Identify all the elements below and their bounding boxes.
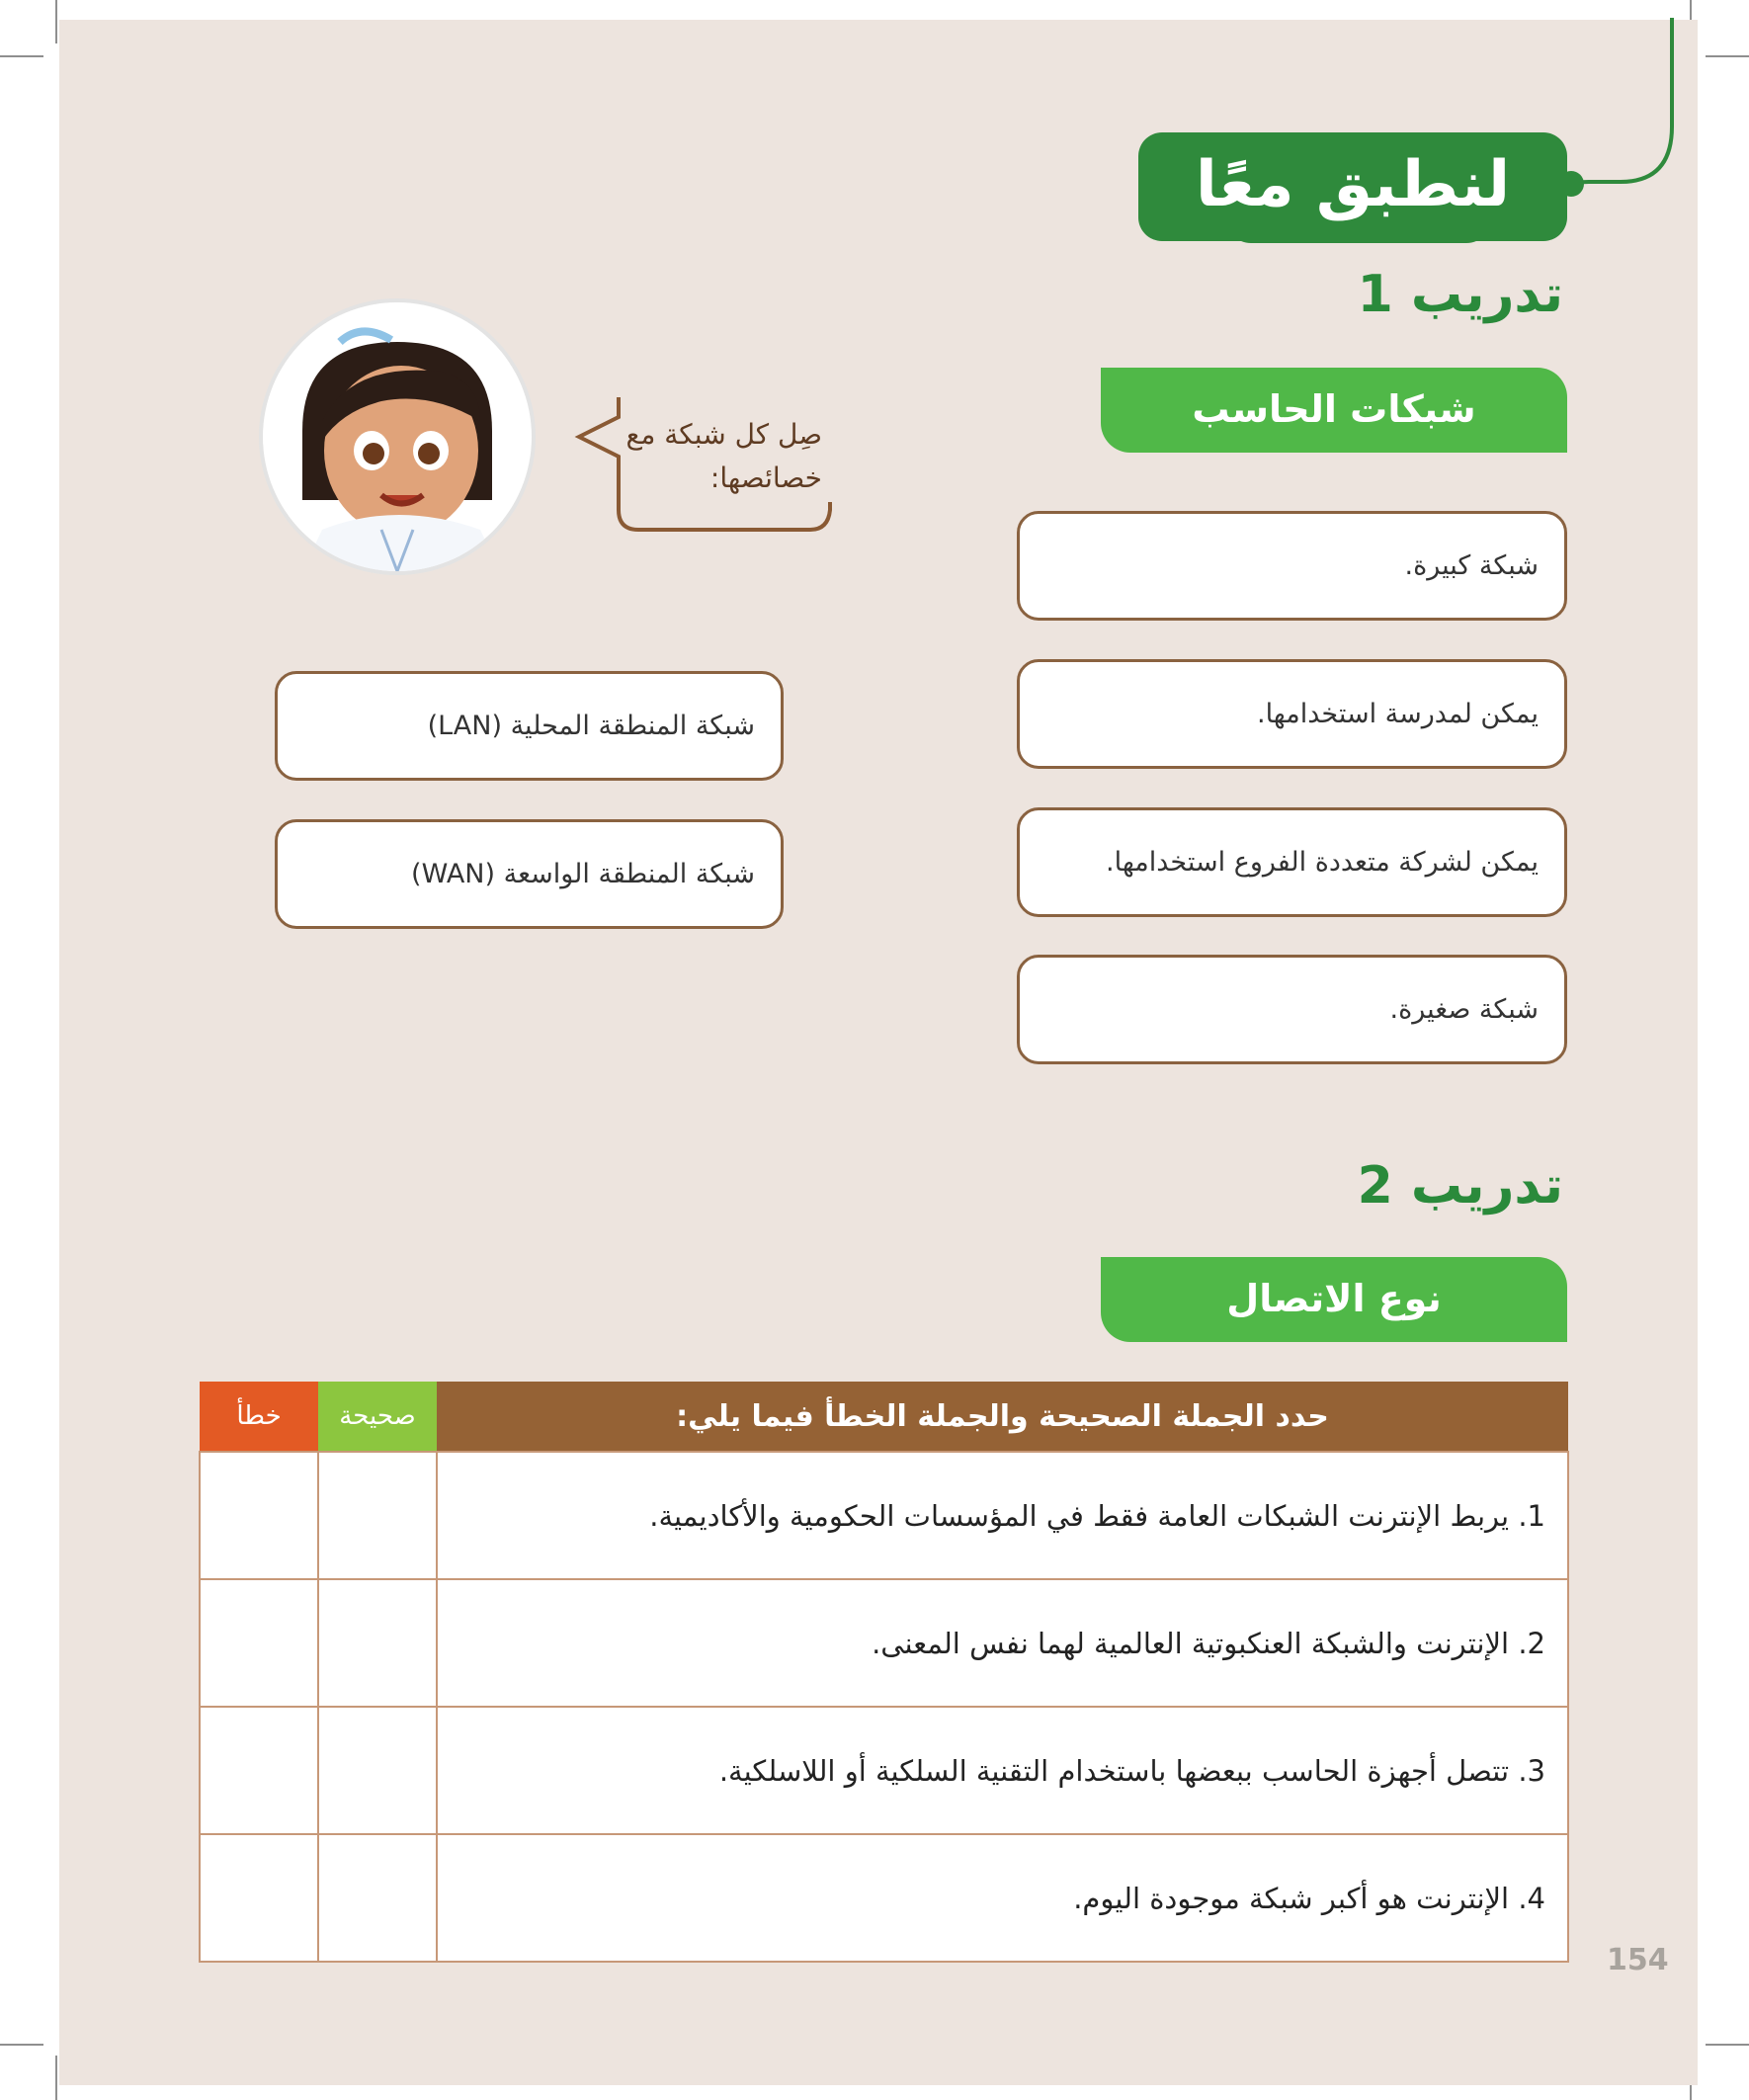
page-number: 154 [1607,1943,1669,1977]
statement: 2. الإنترنت والشبكة العنكبوتية العالمية لهما نفس المعنى. [437,1579,1568,1707]
statement: 1. يربط الإنترنت الشبكات العامة فقط في المؤسسات الحكومية والأكاديمية. [437,1452,1568,1579]
table-header-true: صحيحة [318,1382,437,1452]
crop-mark [55,0,57,43]
network-box-wan[interactable]: شبكة المنطقة الواسعة (WAN) [275,819,784,929]
exercise-1-heading: تدريب 1 [1357,265,1563,324]
false-cell[interactable] [200,1707,318,1834]
table-header-false: خطأ [200,1382,318,1452]
true-cell[interactable] [318,1452,437,1579]
crop-mark [55,2056,57,2100]
exercise-1-banner: شبكات الحاسب [1101,368,1567,453]
characteristic-box[interactable]: شبكة صغيرة. [1017,955,1567,1064]
instruction-text: صِل كل شبكة مع خصائصها: [625,418,822,494]
characteristic-box[interactable]: يمكن لمدرسة استخدامها. [1017,659,1567,769]
true-cell[interactable] [318,1834,437,1962]
true-cell[interactable] [318,1707,437,1834]
table-row [200,1834,1568,1962]
statement: 4. الإنترنت هو أكبر شبكة موجودة اليوم. [437,1834,1568,1962]
table-row [200,1579,1568,1707]
student-avatar [263,302,532,571]
network-box-lan[interactable]: شبكة المنطقة المحلية (LAN) [275,671,784,781]
true-cell[interactable] [318,1579,437,1707]
table-header-question: حدد الجملة الصحيحة والجملة الخطأ فيما يلي: [437,1382,1568,1452]
student-face-icon [263,302,532,571]
exercise-2-banner: نوع الاتصال [1101,1257,1567,1342]
section-title: لنطبق معًا [1138,132,1567,241]
crop-mark [1706,55,1749,57]
table-row [200,1707,1568,1834]
characteristic-box[interactable]: يمكن لشركة متعددة الفروع استخدامها. [1017,807,1567,917]
characteristic-box[interactable]: شبكة كبيرة. [1017,511,1567,621]
crop-mark [1706,2044,1749,2046]
false-cell[interactable] [200,1834,318,1962]
crop-mark [0,2044,43,2046]
table-row [200,1452,1568,1579]
statement: 3. تتصل أجهزة الحاسب ببعضها باستخدام التقنية السلكية أو اللاسلكية. [437,1707,1568,1834]
exercise-2-heading: تدريب 2 [1357,1156,1563,1216]
false-cell[interactable] [200,1579,318,1707]
false-cell[interactable] [200,1452,318,1579]
true-false-table [199,1382,1569,1963]
crop-mark [0,55,43,57]
